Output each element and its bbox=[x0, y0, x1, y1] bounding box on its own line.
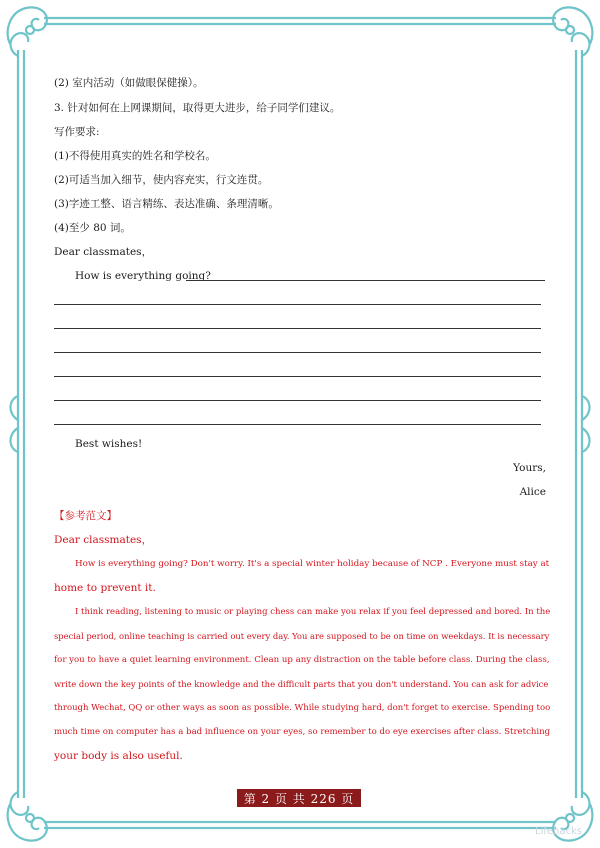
reference-line: through Wechat, QQ or other ways as soon as possible. While studying hard, don't forget to exercise. Spending too bbox=[54, 703, 551, 713]
requirement-2: (2)可适当加入细节，使内容充实，行文连贯。 bbox=[54, 174, 269, 186]
requirement-3: (3)字迹工整、语言精练、表达准确、条理清晰。 bbox=[54, 198, 279, 210]
writing-line bbox=[54, 304, 541, 305]
watermark: Lifehacks bbox=[535, 826, 582, 837]
requirement-4: (4)至少 80 词。 bbox=[54, 222, 131, 234]
requirements-title: 写作要求: bbox=[54, 126, 100, 138]
reference-line: home to prevent it. bbox=[54, 582, 156, 594]
instruction-item-3: 3. 针对如何在上网课期间，取得更大进步，给子同学们建议。 bbox=[54, 102, 341, 114]
page-number-badge: 第 2 页 共 226 页 bbox=[237, 789, 361, 807]
letter-closing: Best wishes! bbox=[75, 438, 143, 450]
writing-line bbox=[54, 376, 541, 377]
letter-opening: How is everything going? bbox=[75, 270, 211, 282]
reference-line: I think reading, listening to music or playing chess can make you relax if you feel depressed and bored. In the bbox=[75, 607, 551, 617]
instruction-item-2: (2) 室内活动（如做眼保健操）。 bbox=[54, 77, 204, 89]
letter-greeting: Dear classmates， bbox=[54, 246, 153, 258]
letter-signature: Alice bbox=[519, 486, 546, 498]
writing-line bbox=[54, 328, 541, 329]
reference-line: special period, online teaching is carried out every day. You are supposed to be on time on weekdays. It is necessary bbox=[54, 631, 550, 641]
reference-line: for you to have a quiet learning environment. Clean up any distraction on the table before class. During the class, bbox=[54, 655, 550, 665]
reference-greeting: Dear classmates， bbox=[54, 534, 153, 546]
reference-title: 【参考范文】 bbox=[54, 510, 117, 522]
writing-line bbox=[54, 400, 541, 401]
reference-line: much time on computer has a bad influence on your eyes, so remember to do eye exercises after class. Stretching bbox=[54, 727, 551, 737]
writing-line bbox=[186, 280, 545, 281]
reference-line: write down the key points of the knowledge and the difficult parts that you don't understand. You can ask for advice bbox=[54, 679, 549, 689]
requirement-1: (1)不得使用真实的姓名和学校名。 bbox=[54, 150, 216, 162]
reference-line: How is everything going? Don't worry. It's a special winter holiday because of NCP . Everyone must stay at bbox=[75, 559, 550, 569]
writing-line bbox=[54, 424, 541, 425]
reference-line: your body is also useful. bbox=[54, 750, 183, 762]
letter-sign-off: Yours, bbox=[513, 462, 546, 474]
writing-line bbox=[54, 352, 541, 353]
